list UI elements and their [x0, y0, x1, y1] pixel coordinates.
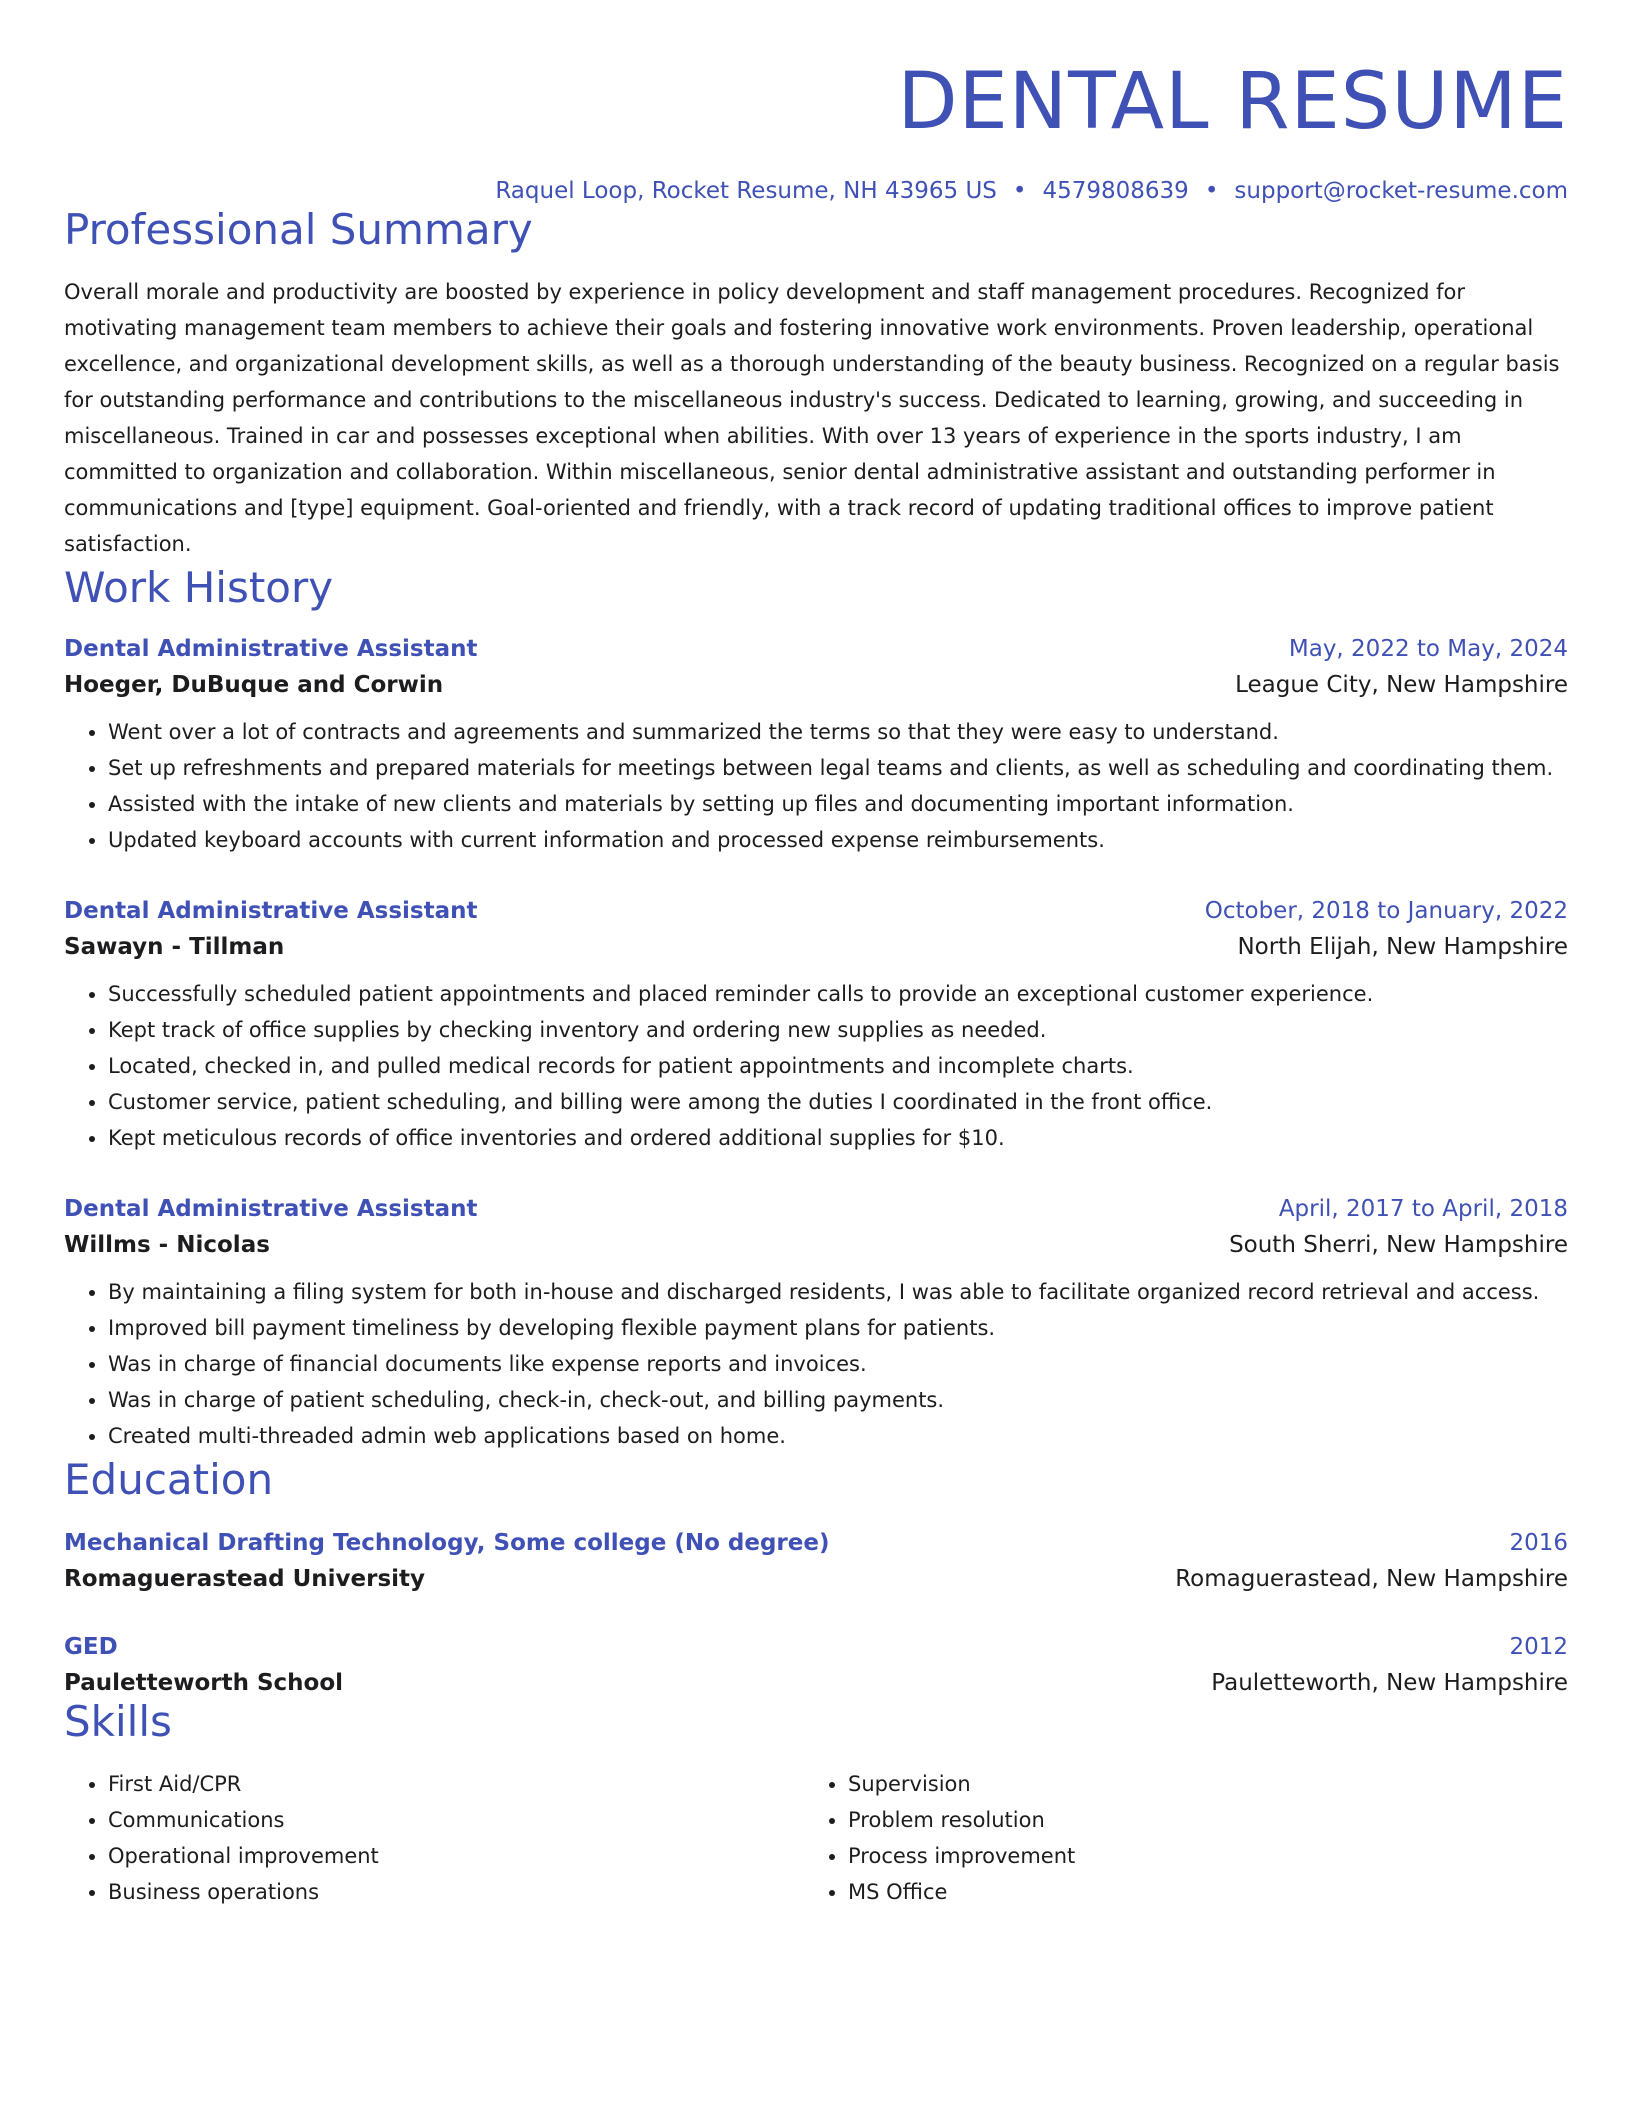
- job-company: Hoeger, DuBuque and Corwin: [64, 672, 444, 698]
- job-entry: [64, 898, 1568, 1156]
- job-dates: October, 2018 to January, 2022: [1204, 898, 1568, 924]
- education-heading: Education: [64, 1455, 274, 1504]
- education-location: Pauletteworth, New Hampshire: [1211, 1670, 1568, 1696]
- work-history-heading: Work History: [64, 563, 334, 612]
- job-dates: May, 2022 to May, 2024: [1288, 636, 1568, 662]
- job-location: South Sherri, New Hampshire: [1229, 1232, 1568, 1258]
- list-item: • Updated keyboard accounts with current information and processed expense reimbursements.: [108, 822, 1568, 858]
- education-entry: [64, 1634, 1568, 1696]
- education-school: Romaguerastead University: [64, 1566, 426, 1592]
- job-role: Dental Administrative Assistant: [64, 636, 478, 662]
- contact-line: [64, 178, 1568, 204]
- list-item: • Set up refreshments and prepared materials for meetings between legal teams and clients, as well as scheduling and coordinating them.: [108, 750, 1568, 786]
- job-entry: [64, 1196, 1568, 1454]
- education-location: Romaguerastead, New Hampshire: [1175, 1566, 1568, 1592]
- job-bullets: [64, 714, 1568, 858]
- job-location: North Elijah, New Hampshire: [1237, 934, 1568, 960]
- job-dates: April, 2017 to April, 2018: [1278, 1196, 1568, 1222]
- job-bullets: [64, 976, 1568, 1156]
- separator-dot: •: [1204, 178, 1219, 204]
- list-item: • Successfully scheduled patient appointments and placed reminder calls to provide an exceptional customer experience.: [108, 976, 1568, 1012]
- list-item: • Improved bill payment timeliness by developing flexible payment plans for patients.: [108, 1310, 1568, 1346]
- job-entry: [64, 636, 1568, 858]
- skill-item: • MS Office: [848, 1874, 1544, 1910]
- list-item: • Was in charge of patient scheduling, check-in, check-out, and billing payments.: [108, 1382, 1568, 1418]
- list-item: • Kept meticulous records of office inventories and ordered additional supplies for $10.: [108, 1120, 1568, 1156]
- skill-item: • Communications: [108, 1802, 804, 1838]
- education-degree: Mechanical Drafting Technology, Some college (No degree): [64, 1530, 830, 1556]
- list-item: • Went over a lot of contracts and agreements and summarized the terms so that they were easy to understand.: [108, 714, 1568, 750]
- job-company: Willms - Nicolas: [64, 1232, 270, 1258]
- education-entry: [64, 1530, 1568, 1592]
- summary-text: Overall morale and productivity are boosted by experience in policy development and staff management procedures. Recognized for motivating management team members to achieve their goals and fostering innovative work environments. Proven leadership, operational excellence, and organizational development skills, as well as a thorough understanding of the beauty business. Recognized on a regular basis for outstanding performance and contributions to the miscellaneous industry's success. Dedicated to learning, growing, and succeeding in miscellaneous. Trained in car and possesses exceptional when abilities. With over 13 years of experience in the sports industry, I am committed to organization and collaboration. Within miscellaneous, senior dental administrative assistant and outstanding performer in communications and [type] equipment. Goal-oriented and friendly, with a track record of updating traditional offices to improve patient satisfaction.: [64, 280, 1560, 556]
- skills-column-left: [64, 1766, 804, 1910]
- resume-title: DENTAL RESUME: [897, 57, 1568, 147]
- list-item: • Customer service, patient scheduling, and billing were among the duties I coordinated in the front office.: [108, 1084, 1568, 1120]
- skill-item: • Supervision: [848, 1766, 1544, 1802]
- skills-grid: [64, 1766, 1568, 1910]
- list-item: • Assisted with the intake of new clients and materials by setting up files and documenting important information.: [108, 786, 1568, 822]
- skill-item: • Operational improvement: [108, 1838, 804, 1874]
- contact-address: Raquel Loop, Rocket Resume, NH 43965 US: [495, 178, 997, 204]
- skills-heading: Skills: [64, 1697, 172, 1746]
- list-item: • Kept track of office supplies by checking inventory and ordering new supplies as needed.: [108, 1012, 1568, 1048]
- job-company: Sawayn - Tillman: [64, 934, 285, 960]
- contact-email[interactable]: support@rocket-resume.com: [1234, 178, 1568, 204]
- skill-item: • Process improvement: [848, 1838, 1544, 1874]
- skill-item: • Problem resolution: [848, 1802, 1544, 1838]
- job-location: League City, New Hampshire: [1235, 672, 1568, 698]
- education-year: 2012: [1509, 1634, 1568, 1660]
- job-role: Dental Administrative Assistant: [64, 898, 478, 924]
- skill-item: • Business operations: [108, 1874, 804, 1910]
- skill-item: • First Aid/CPR: [108, 1766, 804, 1802]
- list-item: • Located, checked in, and pulled medical records for patient appointments and incomplete charts.: [108, 1048, 1568, 1084]
- education-degree: GED: [64, 1634, 118, 1660]
- list-item: • By maintaining a filing system for both in-house and discharged residents, I was able to facilitate organized record retrieval and access.: [108, 1274, 1568, 1310]
- job-role: Dental Administrative Assistant: [64, 1196, 478, 1222]
- summary-heading: Professional Summary: [64, 205, 533, 254]
- job-bullets: [64, 1274, 1568, 1454]
- list-item: • Was in charge of financial documents like expense reports and invoices.: [108, 1346, 1568, 1382]
- education-school: Pauletteworth School: [64, 1670, 344, 1696]
- skills-column-right: [804, 1766, 1544, 1910]
- contact-phone: 4579808639: [1042, 178, 1189, 204]
- list-item: • Created multi-threaded admin web applications based on home.: [108, 1418, 1568, 1454]
- separator-dot: •: [1012, 178, 1027, 204]
- education-year: 2016: [1509, 1530, 1568, 1556]
